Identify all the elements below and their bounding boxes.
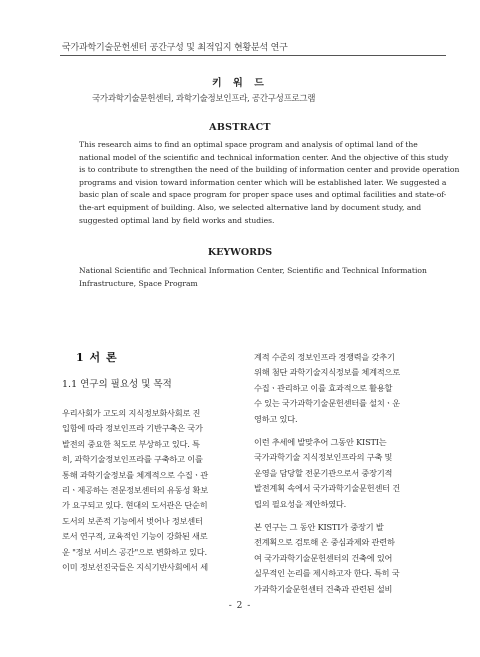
subsection-title: 1.1 연구의 필요성 및 목적	[62, 379, 172, 390]
left-column	[62, 350, 238, 575]
body-line: 위해 첨단 과학기술지식정보를 체계적으로	[254, 367, 400, 378]
body-line: 입함에 따라 정보인프라 기반구축은 국가	[62, 423, 203, 434]
body-line: 국가과학기술 지식정보인프라의 구축 및	[254, 452, 393, 463]
body-line: 계적 수준의 정보인프라 경쟁력을 갖추기	[254, 352, 395, 362]
body-line: 로서 연구적, 교육적인 기능이 강화된 새로	[62, 531, 208, 542]
abstract-body	[79, 139, 460, 227]
body-line: 전계획으로 검토해 온 중심과제와 관련하	[254, 537, 395, 548]
right-column	[254, 350, 440, 597]
paragraph-gap	[254, 512, 440, 520]
body-line: 가 요구되고 있다. 현대의 도서관은 단순히	[62, 500, 208, 511]
body-line: 우리사회가 고도의 지식정보화사회로 진	[62, 408, 201, 418]
abstract-line: This research aims to find an optimal space program and analysis of optimal land of the	[79, 140, 418, 149]
body-line: 이런 추세에 발맞추어 그동안 KISTI는	[254, 437, 387, 448]
paragraph-gap	[254, 427, 440, 435]
body-line: 가과학기술문헌센터 건축과 관련된 설비	[254, 583, 393, 594]
keywords-en-line: National Scientific and Technical Information Center, Scientific and Technical Information	[79, 266, 427, 275]
page-number: - 2 -	[228, 601, 252, 611]
right-column-text	[254, 350, 440, 597]
body-line: 여 국가과학기술문헌센터의 건축에 있어	[254, 552, 393, 563]
header-rule	[60, 55, 446, 56]
abstract-line: the-art equipment of building. Also, we selected alternative land by document study, and	[79, 202, 422, 212]
running-header: 국가과학기술문헌센터 공간구성 및 최적입지 현황분석 연구	[62, 43, 288, 53]
abstract-line: is to contribute to strengthen the need of the building of information center and provide operation	[79, 165, 460, 175]
keywords-en-title: KEYWORDS	[207, 247, 273, 258]
body-line: 운영을 담당할 전문기관으로서 중장기적	[254, 467, 393, 478]
body-line: 영하고 있다.	[254, 413, 298, 424]
body-line: 리ㆍ제공하는 전문정보센터의 유동성 확보	[62, 485, 208, 496]
section-title: 1 서 론	[76, 351, 118, 364]
body-line: 도서의 보존적 기능에서 벗어나 정보센터	[62, 515, 203, 526]
body-line: 통해 과학기술정보를 체계적으로 수집ㆍ관	[62, 469, 208, 480]
body-line: 히, 과학기술정보인프라를 구축하고 이를	[62, 454, 203, 465]
abstract-line: programs and vision toward information center which will be established later. We suggested a	[79, 177, 447, 187]
abstract-line: suggested optimal land by field works and studies.	[79, 215, 275, 225]
abstract-title: ABSTRACT	[209, 122, 271, 133]
body-line: 수집ㆍ관리하고 이를 효과적으로 활용할	[254, 382, 393, 393]
abstract-line: basic plan of scale and space program for proper space uses and optimal facilities and state-of-	[79, 190, 447, 200]
body-line: 운 "정보 서비스 공간"으로 변화하고 있다.	[62, 546, 207, 557]
body-line: 수 있는 국가과학기술문헌센터를 설치ㆍ운	[254, 398, 400, 409]
keywords-kr-title: 키 워 드	[212, 78, 268, 89]
body-line: 실무적인 논리를 제시하고자 한다. 특히 국	[254, 568, 400, 579]
keywords-en-line: Infrastructure, Space Program	[79, 278, 198, 288]
body-line: 발전계획 속에서 국가과학기술문헌센터 건	[254, 483, 400, 494]
body-line: 발전의 중요한 척도로 부상하고 있다. 특	[62, 438, 200, 449]
body-line: 립의 필요성을 제안하였다.	[254, 498, 347, 509]
body-line: 본 연구는 그 동안 KISTI가 중장기 발	[254, 522, 384, 533]
keywords-kr-text: 국가과학기술문헌센터, 과학기술정보인프라, 공간구성프로그램	[92, 94, 316, 104]
body-line: 이미 정보선진국들은 지식기반사회에서 세	[62, 562, 208, 573]
keywords-en-body	[79, 265, 427, 290]
abstract-line: national model of the scientific and technical information center. And the objective of this study	[79, 152, 449, 162]
left-column-text	[62, 406, 238, 575]
